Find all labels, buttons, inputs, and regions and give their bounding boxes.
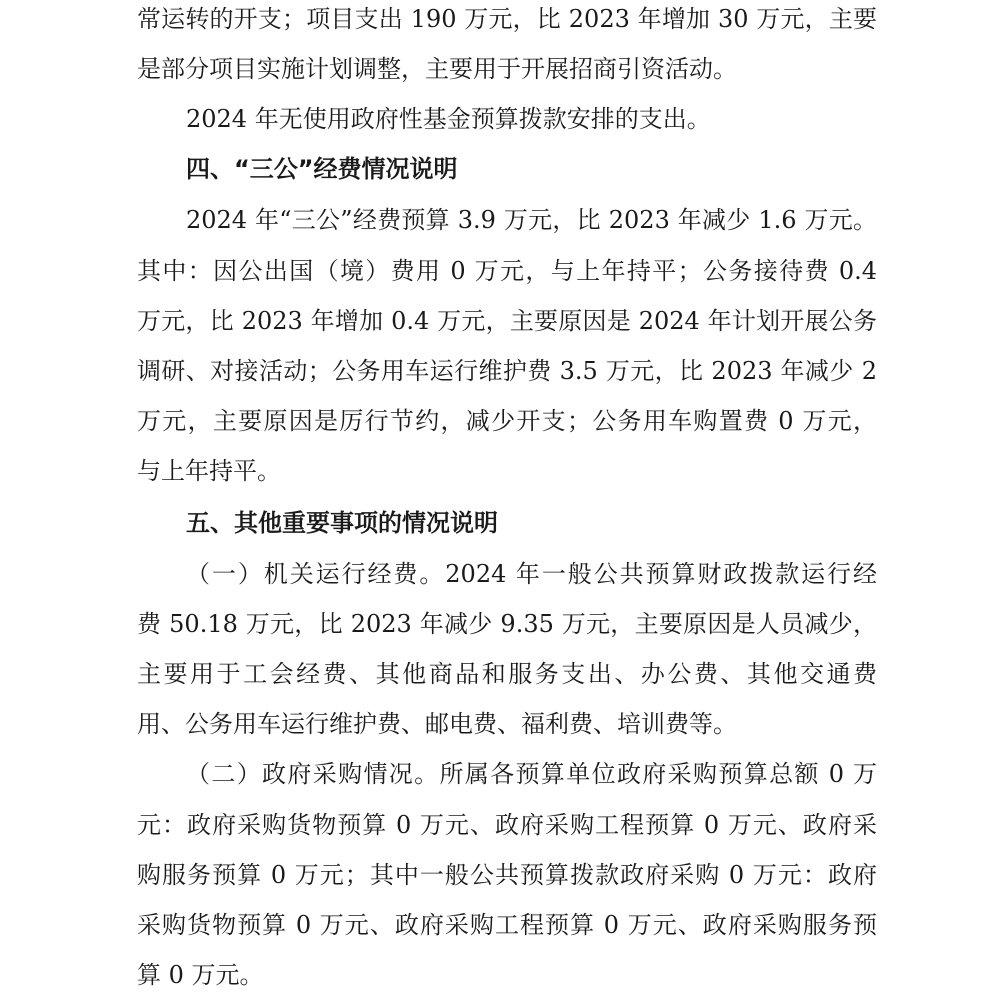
paragraph-line: 采购货物预算 0 万元、政府采购工程预算 0 万元、政府采购服务预 [137, 911, 877, 939]
section-heading: 五、其他重要事项的情况说明 [186, 509, 498, 537]
paragraph-line: 常运转的开支；项目支出 190 万元，比 2023 年增加 30 万元，主要 [137, 5, 877, 33]
paragraph-line: 2024 年“三公”经费预算 3.9 万元，比 2023 年减少 1.6 万元。 [186, 206, 877, 234]
paragraph-line: 2024 年无使用政府性基金预算拨款安排的支出。 [186, 105, 711, 133]
paragraph-line: 主要用于工会经费、其他商品和服务支出、办公费、其他交通费 [137, 660, 877, 688]
section-heading: 四、“三公”经费情况说明 [186, 155, 458, 183]
paragraph-line: 元：政府采购货物预算 0 万元、政府采购工程预算 0 万元、政府采 [137, 811, 877, 839]
paragraph-line: （二）政府采购情况。所属各预算单位政府采购预算总额 0 万 [186, 760, 877, 788]
paragraph-line: 用、公务用车运行维护费、邮电费、福利费、培训费等。 [137, 710, 737, 738]
paragraph-line: （一）机关运行经费。2024 年一般公共预算财政拨款运行经 [186, 560, 877, 588]
paragraph-line: 万元，主要原因是厉行节约，减少开支；公务用车购置费 0 万元， [137, 407, 877, 435]
paragraph-line: 购服务预算 0 万元；其中一般公共预算拨款政府采购 0 万元：政府 [137, 861, 877, 889]
paragraph-line: 与上年持平。 [137, 457, 281, 485]
paragraph-line: 是部分项目实施计划调整，主要用于开展招商引资活动。 [137, 55, 737, 83]
paragraph-line: 算 0 万元。 [137, 961, 264, 989]
paragraph-line: 调研、对接活动；公务用车运行维护费 3.5 万元，比 2023 年减少 2 [137, 357, 877, 385]
paragraph-line: 费 50.18 万元，比 2023 年减少 9.35 万元，主要原因是人员减少， [137, 610, 877, 638]
paragraph-line: 其中：因公出国（境）费用 0 万元，与上年持平；公务接待费 0.4 [137, 257, 877, 285]
paragraph-line: 万元，比 2023 年增加 0.4 万元，主要原因是 2024 年计划开展公务 [137, 307, 877, 335]
